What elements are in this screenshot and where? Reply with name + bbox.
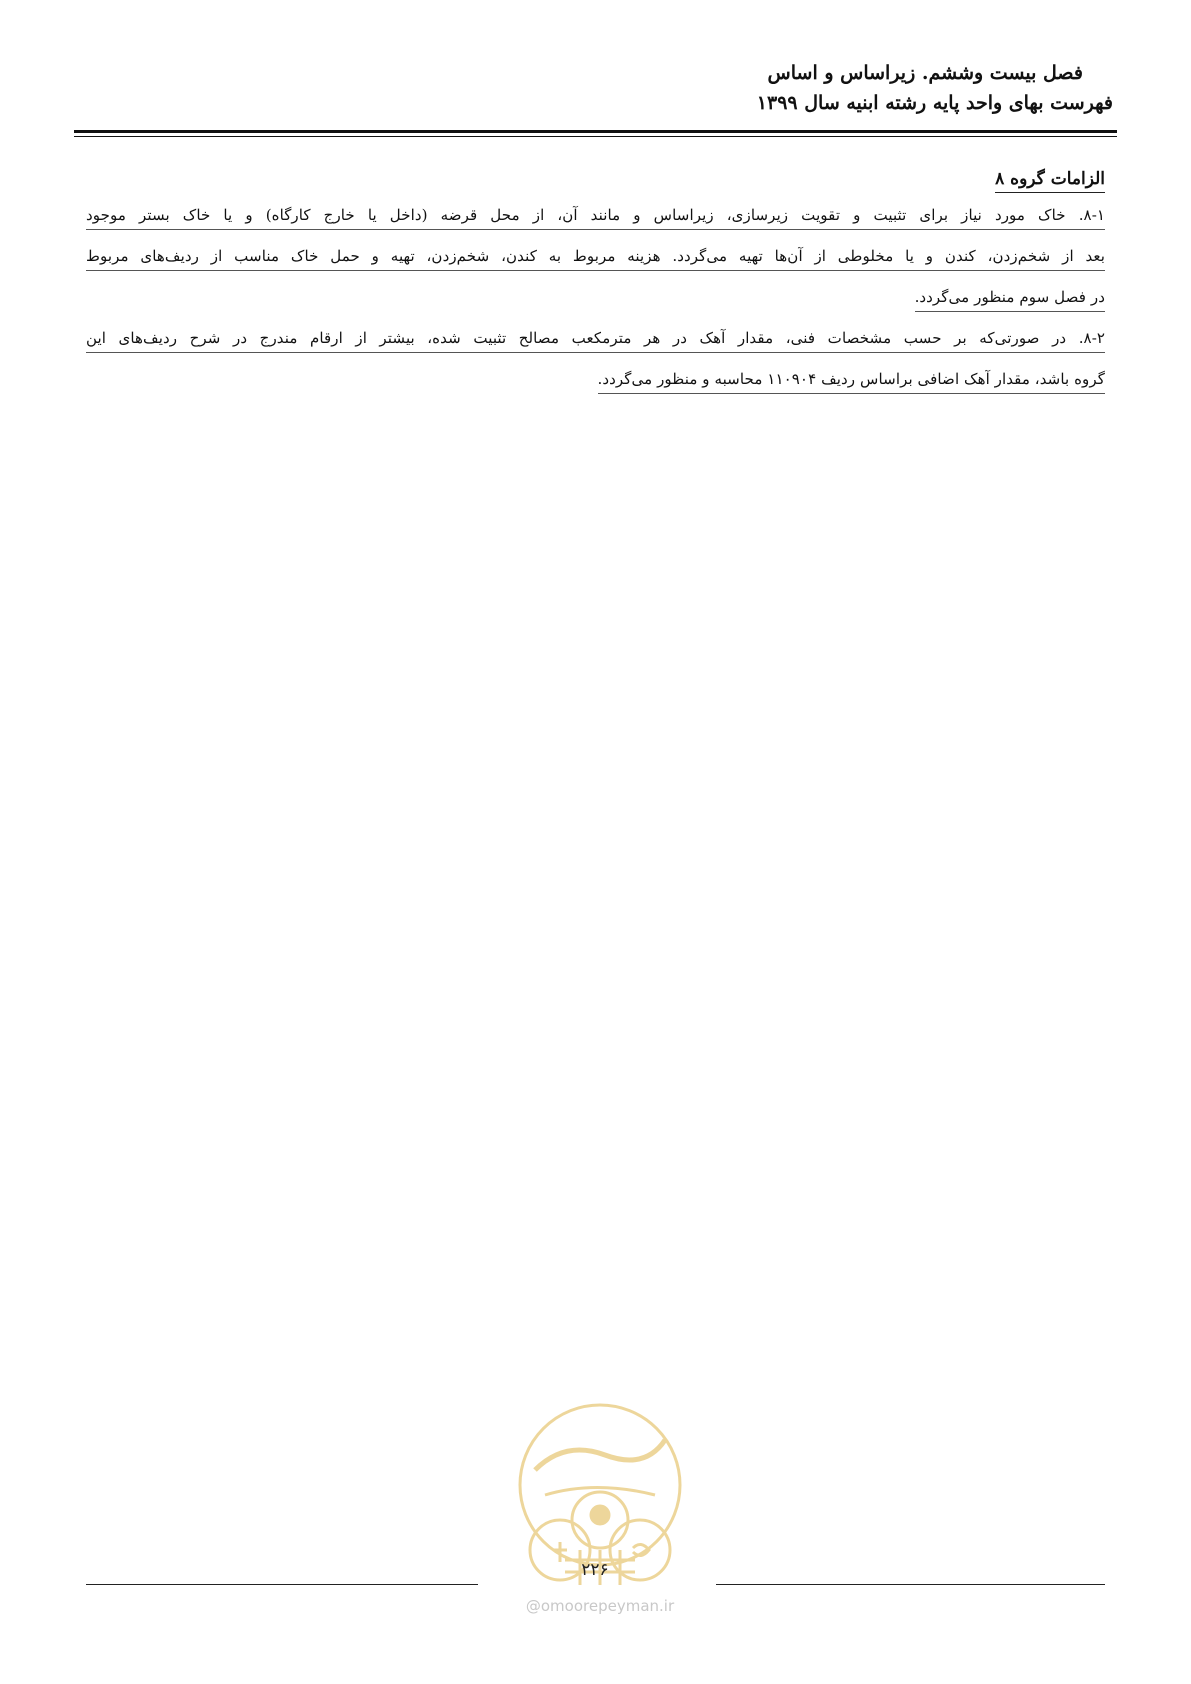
header-rule-thin	[74, 136, 1117, 137]
paragraph-line: گروه باشد، مقدار آهک اضافی براساس ردیف ۱۱۰۹۰۴ محاسبه و منظور می‌گردد.	[598, 365, 1105, 394]
chapter-title: فصل بیست وششم. زیراساس و اساس	[767, 62, 1083, 84]
book-title: فهرست بهای واحد پایه رشته ابنیه سال ۱۳۹۹	[756, 92, 1113, 114]
paragraph-line: در فصل سوم منظور می‌گردد.	[915, 283, 1105, 312]
page-number: ۲۲۶	[581, 1560, 609, 1580]
website-watermark: @omoorepeyman.ir	[525, 1597, 675, 1615]
footer-rule-left	[86, 1584, 478, 1585]
paragraph-line: بعد از شخم‌زدن، کندن و یا مخلوطی از آن‌ها تهیه می‌گردد. هزینه مربوط به کندن، شخم‌زدن، تهیه و حمل خاک مناسب از ردیف‌های مربوط	[86, 242, 1105, 271]
section-title: الزامات گروه ۸	[995, 166, 1105, 193]
paragraph-line: ۸-۱. خاک مورد نیاز برای تثبیت و تقویت زیرسازی، زیراساس و مانند آن، از محل قرضه (داخل یا خارج کارگاه) و یا خاک بستر موجود	[86, 201, 1105, 230]
header-rule-thick	[74, 130, 1117, 133]
section-content	[86, 166, 1105, 406]
paragraph-line: ۸-۲. در صورتی‌که بر حسب مشخصات فنی، مقدار آهک در هر مترمکعب مصالح تثبیت شده، بیشتر از ارقام مندرج در شرح ردیف‌های این	[86, 324, 1105, 353]
footer-rule-right	[716, 1584, 1105, 1585]
page-header	[78, 58, 1113, 118]
